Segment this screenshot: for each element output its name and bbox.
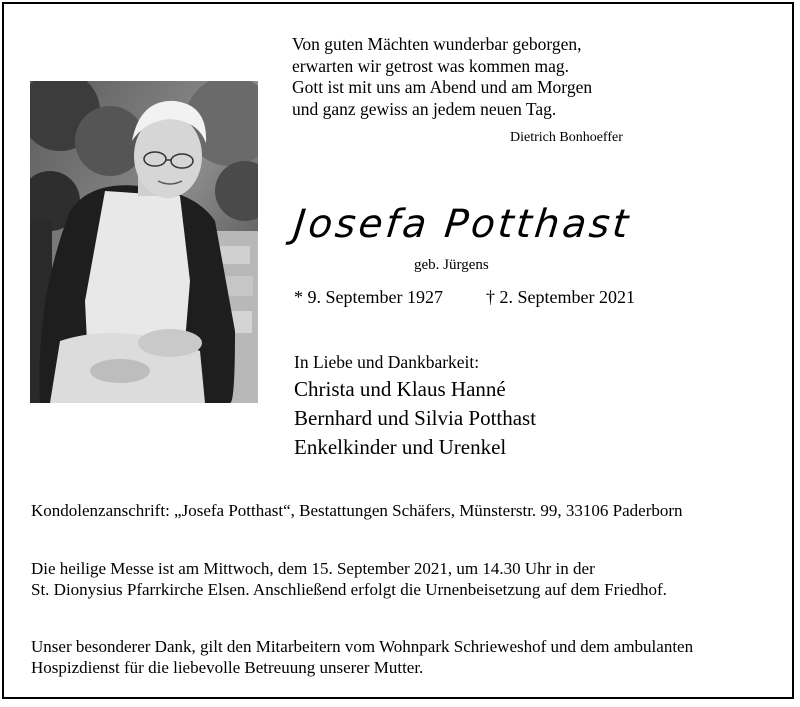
poem-author: Dietrich Bonhoeffer <box>510 130 623 145</box>
mourner-name: Bernhard und Silvia Potthast <box>294 406 537 430</box>
mass-line: St. Dionysius Pfarrkirche Elsen. Anschließend erfolgt die Urnenbeisetzung auf dem Friedhof. <box>31 580 667 599</box>
mass-announcement <box>31 558 667 600</box>
portrait-photo-image <box>30 81 258 403</box>
thanks-line: Unser besonderer Dank, gilt den Mitarbeitern vom Wohnpark Schrieweshof und dem ambulanten <box>31 637 694 656</box>
thanks-line: Hospizdienst für die liebevolle Betreuung unserer Mutter. <box>31 658 424 677</box>
birth-date: * 9. September 1927 <box>294 287 443 307</box>
poem-line: Von guten Mächten wunderbar geborgen, <box>292 34 582 54</box>
condolence-address: Kondolenzanschrift: „Josefa Potthast“, Bestattungen Schäfers, Münsterstr. 99, 33106 Paderborn <box>31 501 683 520</box>
obituary-notice <box>2 2 794 699</box>
thanks-note <box>31 636 693 678</box>
mourners-intro: In Liebe und Dankbarkeit: <box>294 352 480 372</box>
poem-line: Gott ist mit uns am Abend und am Morgen <box>292 77 593 97</box>
birth-name: geb. Jürgens <box>414 257 489 273</box>
poem-line: und ganz gewiss an jedem neuen Tag. <box>292 98 557 119</box>
poem <box>292 34 592 120</box>
deceased-name: Josefa Potthast <box>291 202 634 247</box>
mass-line: Die heilige Messe ist am Mittwoch, dem 15. September 2021, um 14.30 Uhr in der <box>31 559 595 578</box>
death-date: † 2. September 2021 <box>486 287 635 307</box>
mourner-name: Christa und Klaus Hanné <box>294 377 506 401</box>
mourner-name: Enkelkinder und Urenkel <box>294 435 507 459</box>
poem-line: erwarten wir getrost was kommen mag. <box>292 55 570 76</box>
portrait-photo <box>30 81 258 403</box>
